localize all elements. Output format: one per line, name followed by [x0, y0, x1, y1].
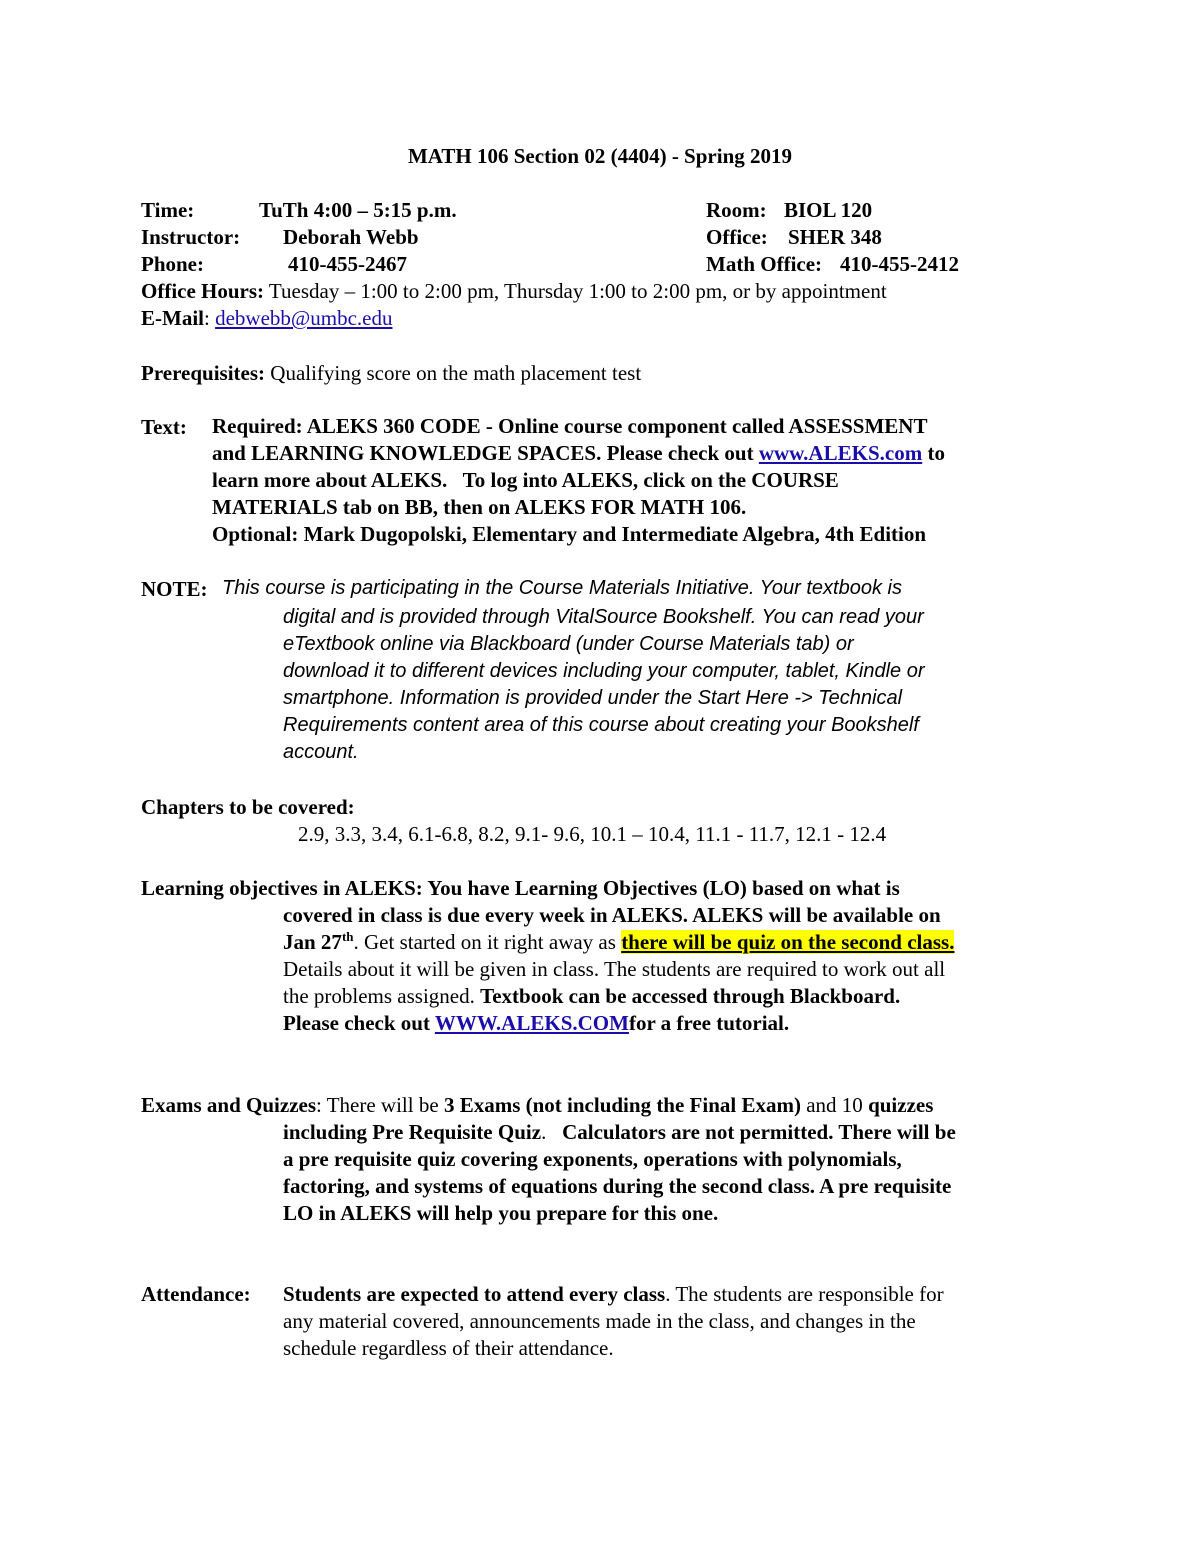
attendance-line-3: schedule regardless of their attendance.: [283, 1336, 614, 1360]
exams-line-4: factoring, and systems of equations during the second class. A pre requisite: [283, 1174, 952, 1198]
exams-line-1: Exams and Quizzes: There will be 3 Exams (not including the Final Exam) and 10 quizzes: [141, 1093, 934, 1117]
prerequisites-text: Qualifying score on the math placement test: [270, 361, 642, 385]
note-line-5: Requirements content area of this course about creating your Bookshelf: [283, 714, 919, 736]
attendance-body: [283, 1281, 944, 1362]
office-hours-line: [141, 279, 887, 304]
office-value: SHER 348: [788, 225, 882, 249]
text-line-5: Optional: Mark Dugopolski, Elementary and Intermediate Algebra, 4th Edition: [212, 522, 927, 546]
learning-line-2: covered in class is due every week in ALEKS. ALEKS will be available on: [283, 903, 941, 927]
note-line-6: account.: [283, 741, 359, 763]
time-value: TuTh 4:00 – 5:15 p.m.: [259, 198, 457, 222]
attendance-line-1: Students are expected to attend every class. The students are responsible for: [283, 1282, 944, 1306]
attendance-line-2: any material covered, announcements made in the class, and changes in the: [283, 1309, 916, 1333]
aleks-link[interactable]: www.ALEKS.com: [758, 441, 923, 465]
office-hours-value: Tuesday – 1:00 to 2:00 pm, Thursday 1:00 to 2:00 pm, or by appointment: [268, 279, 887, 303]
note-line-1: digital and is provided through VitalSource Bookshelf. You can read your: [283, 606, 924, 628]
exams-line-3: a pre requisite quiz covering exponents, operations with polynomials,: [283, 1147, 902, 1171]
exams-line-2: including Pre Requisite Quiz. Calculators are not permitted. There will be: [283, 1120, 956, 1144]
quiz-highlight: there will be quiz on the second class.: [621, 930, 955, 954]
page-title: MATH 106 Section 02 (4404) - Spring 2019: [407, 144, 793, 168]
note-line-0: This course is participating in the Course Materials Initiative. Your textbook is: [222, 577, 902, 599]
time-label: Time:: [141, 198, 195, 222]
text-line-4: MATERIALS tab on BB, then on ALEKS FOR MATH 106.: [212, 495, 747, 519]
learning-line-4: Details about it will be given in class. The students are required to work out all: [283, 957, 946, 981]
math-office-value: 410-455-2412: [840, 252, 959, 276]
note-line-2: eTextbook online via Blackboard (under Course Materials tab) or: [283, 633, 854, 655]
text-line-2: and LEARNING KNOWLEDGE SPACES. Please check out www.ALEKS.com to: [212, 441, 945, 465]
office-hours-label: Office Hours:: [141, 279, 265, 303]
text-line-3: learn more about ALEKS. To log into ALEKS, click on the COURSE: [212, 468, 839, 492]
email-label: E-Mail: [141, 306, 204, 330]
text-line-1: Required: ALEKS 360 CODE - Online course component called ASSESSMENT: [212, 414, 928, 438]
text-section-body: [212, 413, 1062, 548]
exams-label: Exams and Quizzes: [141, 1093, 317, 1117]
note-body: [283, 604, 924, 766]
aleks-tutorial-link[interactable]: WWW.ALEKS.COM: [434, 1011, 629, 1035]
phone-label: Phone:: [141, 252, 204, 276]
attendance-label: Attendance:: [141, 1282, 251, 1306]
math-office-label: Math Office:: [706, 252, 823, 276]
room-value: BIOL 120: [784, 198, 873, 222]
prerequisites-line: [141, 361, 641, 386]
chapters-list: 2.9, 3.3, 3.4, 6.1-6.8, 8.2, 9.1- 9.6, 10.1 – 10.4, 11.1 - 11.7, 12.1 - 12.4: [298, 822, 887, 846]
learning-line-6: Please check out WWW.ALEKS.COMfor a free tutorial.: [283, 1011, 790, 1035]
learning-line-1: Learning objectives in ALEKS: You have Learning Objectives (LO) based on what is: [141, 876, 900, 900]
text-label: Text:: [141, 415, 187, 439]
note-line-3: download it to different devices including your computer, tablet, Kindle or: [283, 660, 925, 682]
exams-line-5: LO in ALEKS will help you prepare for this one.: [283, 1201, 719, 1225]
note-line-4: smartphone. Information is provided under the Start Here -> Technical: [283, 687, 903, 709]
email-line: E-Mail: debwebb@umbc.edu: [141, 306, 393, 330]
instructor-label: Instructor:: [141, 225, 241, 249]
chapters-label: Chapters to be covered:: [141, 795, 355, 819]
prerequisites-label: Prerequisites:: [141, 361, 266, 385]
learning-line-5: the problems assigned. Textbook can be accessed through Blackboard.: [283, 984, 901, 1008]
learning-label: Learning objectives in ALEKS:: [141, 876, 423, 900]
office-label: Office:: [706, 225, 768, 249]
learning-body: [283, 902, 954, 1037]
room-label: Room:: [706, 198, 767, 222]
note-label: NOTE:: [141, 577, 208, 601]
phone-value: 410-455-2467: [288, 252, 407, 276]
exams-body: [283, 1119, 956, 1227]
instructor-value: Deborah Webb: [283, 225, 419, 249]
learning-line-3: Jan 27th. Get started on it right away as there will be quiz on the second class.: [283, 929, 955, 954]
email-link[interactable]: debwebb@umbc.edu: [215, 306, 393, 330]
